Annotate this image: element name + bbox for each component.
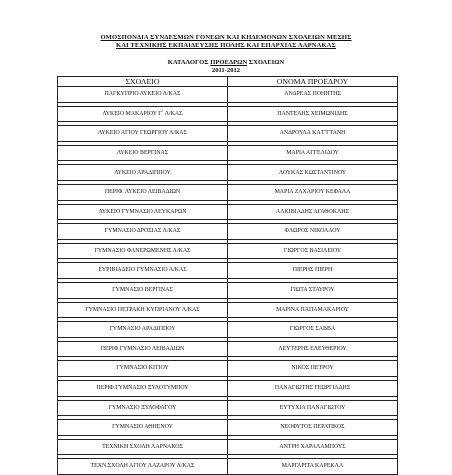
school-cell: ΛΥΚΕΙΟ ΜΑΚΑΡΙΟΥ Γ΄ Λ/ΚΑΣ bbox=[58, 106, 228, 122]
school-year: 2011-2012 bbox=[211, 66, 241, 74]
school-cell: ΓΥΜΝΑΣΙΟ ΦΑΝΕΡΩΜΕΝΗΣ Λ/ΚΑΣ bbox=[58, 243, 228, 259]
table-row bbox=[58, 204, 398, 220]
school-cell: ΓΥΜΝΑΣΙΟ ΔΡΟΣΙΑΣ Λ/ΚΑΣ bbox=[58, 224, 228, 240]
federation-name-line-2: ΚΑΙ ΤΕΧΝΙΚΗΣ ΕΚΠΑΙΔΕΥΣΗΣ ΠΟΛΗΣ ΚΑΙ ΕΠΑΡΧΙΑΣ ΛΑΡΝΑΚΑΣ bbox=[116, 42, 336, 49]
president-cell: ΛΕΥΤΕΡΗΣ ΕΛΕΥΘΕΡΙΟΥ bbox=[228, 341, 398, 357]
table-row bbox=[58, 184, 398, 200]
school-cell: ΤΕΧΝΙΚΗ ΣΧΟΛΗ ΛΑΡΝΑΚΟΣ bbox=[58, 439, 228, 455]
table-row bbox=[58, 224, 398, 240]
table-row bbox=[58, 165, 398, 181]
school-cell: ΛΥΚΕΙΟ ΓΥΜΝΑΣΙΟ ΛΕΥΚΑΡΩΝ bbox=[58, 204, 228, 220]
catalog-title-underlined: ΠΡΟΕΔΡΩΝ bbox=[210, 59, 248, 66]
school-cell: ΛΥΚΕΙΟ ΑΓΙΟΥ ΓΕΩΡΓΙΟΥ Λ/ΚΑΣ bbox=[58, 126, 228, 142]
table-row bbox=[58, 439, 398, 455]
president-cell: ΜΑΡΙΑ ΑΓΓΕΛΙΔΟΥ bbox=[228, 145, 398, 161]
school-cell: ΓΥΜΝΑΣΙΟ ΒΕΡΓΙΝΑΣ bbox=[58, 282, 228, 298]
school-cell: ΠΕΡΙΦ. ΛΥΚΕΙΟ ΛΕΙΒΑΔΙΩΝ bbox=[58, 184, 228, 200]
table-row bbox=[58, 87, 398, 103]
table-row bbox=[58, 282, 398, 298]
president-cell: ΦΛΩΡΟΣ ΝΙΚΟΛΑΟΥ bbox=[228, 224, 398, 240]
table-row bbox=[58, 243, 398, 259]
school-cell: ΓΥΜΝΑΣΙΟ ΠΕΤΡΑΚΗ ΚΥΠΡΙΑΝΟΥ Λ/ΚΑΣ bbox=[58, 302, 228, 318]
column-header-school: ΣΧΟΛΕΙΟ bbox=[58, 77, 228, 87]
table-row bbox=[58, 459, 398, 475]
federation-name-line-1: ΟΜΟΣΠΟΝΔΙΑ ΣΥΝΔΕΣΜΩΝ ΓΟΝΕΩΝ ΚΑΙ ΚΗΔΕΜΟΝΩΝ ΣΧΟΛΕΙΩΝ ΜΕΣΗΣ bbox=[100, 34, 352, 41]
school-cell: ΓΥΜΝΑΣΙΟ ΑΘΗΕΝΟΥ bbox=[58, 420, 228, 436]
table-row bbox=[58, 302, 398, 318]
table-body bbox=[58, 87, 398, 475]
table-row bbox=[58, 400, 398, 416]
president-cell: ΝΕΟΦΥΤΟΣ ΠΕΡΑΤΙΚΟΣ bbox=[228, 420, 398, 436]
school-cell: ΛΥΚΕΙΟ ΑΡΑΔΙΠΠΟΥ bbox=[58, 165, 228, 181]
school-cell: ΓΥΜΝΑΣΙΟ ΚΙΤΙΟΥ bbox=[58, 361, 228, 377]
table-row bbox=[58, 322, 398, 338]
president-cell: ΠΙΕΡΗΣ ΠΙΕΡΗ bbox=[228, 263, 398, 279]
table-row bbox=[58, 361, 398, 377]
president-cell: ΑΛΚΙΒΙΑΔΗΣ ΑΓΑΘΟΚΛΗΣ bbox=[228, 204, 398, 220]
president-cell: ΠΑΝΤΕΛΗΣ ΧΕΙΜΩΝΙΔΗΣ bbox=[228, 106, 398, 122]
table-row bbox=[58, 263, 398, 279]
president-cell: ΑΝΔΡΟΥΛΑ ΚΑ'Γ'ΓΤΑΝΗ bbox=[228, 126, 398, 142]
school-cell: ΛΥΚΕΙΟ ΒΕΡΓΙΝΑΣ bbox=[58, 145, 228, 161]
president-cell: ΜΑΡΙΝΑ ΠΑΠΑΜΑΚΑΡΙΟΥ bbox=[228, 302, 398, 318]
school-cell: ΕΥΡΙΒΙΑΔΕΙΟ ΓΥΜΝΑΣΙΟ Λ/ΚΑΣ bbox=[58, 263, 228, 279]
president-cell: ΑΝΔΡΕΑΣ ΠΟΗΗΤΗΣ bbox=[228, 87, 398, 103]
table-row bbox=[58, 380, 398, 396]
table-row bbox=[58, 126, 398, 142]
presidents-table bbox=[57, 76, 398, 475]
column-header-president: ΟΝΟΜΑ ΠΡΟΕΔΡΟΥ bbox=[228, 77, 398, 87]
president-cell: ΓΙΩΡΓΟΣ ΒΑΣΙΛΕΙΟΥ bbox=[228, 243, 398, 259]
table-row bbox=[58, 341, 398, 357]
president-cell: ΑΝΤΡΗ ΧΑΡΑΛΑΜΠΟΥΣ bbox=[228, 439, 398, 455]
school-cell: ΠΕΡΙΦ.ΓΥΜΝΑΣΙΟ ΞΥΛΟΤΥΜΠΟΥ bbox=[58, 380, 228, 396]
president-cell: ΕΥΤΥΧΙΑ ΠΑΝΑΓΙΩΤΟΥ bbox=[228, 400, 398, 416]
school-cell: ΓΥΜΝΑΣΙΟ ΑΡΑΔΙΠΠΟΥ bbox=[58, 322, 228, 338]
school-cell: ΠΑΓΚΥΠΡΙΟ ΛΥΚΕΙΟ Λ/ΚΑΣ bbox=[58, 87, 228, 103]
table-header-row bbox=[58, 77, 398, 87]
school-cell: ΤΕΧΝ.ΣΧΟΛΗ ΑΓΙΟΥ ΛΑΖΑΡΟΥ Λ/ΚΑΣ bbox=[58, 459, 228, 475]
president-cell: ΜΑΡΓΑΡΙΤΑ ΚΑΡΕΚΛΑ bbox=[228, 459, 398, 475]
catalog-title-prefix: ΚΑΤΑΛΟΓΟΣ bbox=[167, 59, 211, 66]
president-cell: ΓΙΩΡΓΟΣ ΣΑΒΒΑ bbox=[228, 322, 398, 338]
table-row bbox=[58, 106, 398, 122]
document-header bbox=[0, 34, 452, 74]
catalog-title-suffix: ΣΧΟΛΕΙΩΝ bbox=[247, 59, 285, 66]
president-cell: ΠΑΝΑΓΙΩΤΗΣ ΓΕΩΡΓΙΑΔΗΣ bbox=[228, 380, 398, 396]
table-row bbox=[58, 420, 398, 436]
president-cell: ΛΟΥΚΑΣ ΚΩΣΤΑΝΤΙΝΟΥ bbox=[228, 165, 398, 181]
school-cell: ΓΥΜΝΑΣΙΟ ΞΥΛΟΦΑΓΟΥ bbox=[58, 400, 228, 416]
president-cell: ΜΑΡΙΑ ΖΑΧΑΡΙΟΥ ΚΕΦΑΛΑ bbox=[228, 184, 398, 200]
school-cell: ΠΕΡΙΦ.ΓΥΜΝΑΣΙΟ ΛΕΙΒΑΔΙΩΝ bbox=[58, 341, 228, 357]
catalog-title bbox=[0, 59, 452, 67]
president-cell: ΝΙΚΟΣ ΠΕΤΡΟΥ bbox=[228, 361, 398, 377]
president-cell: ΓΙΩΤΑ ΣΤΑΥΡΟΥ bbox=[228, 282, 398, 298]
table-row bbox=[58, 145, 398, 161]
